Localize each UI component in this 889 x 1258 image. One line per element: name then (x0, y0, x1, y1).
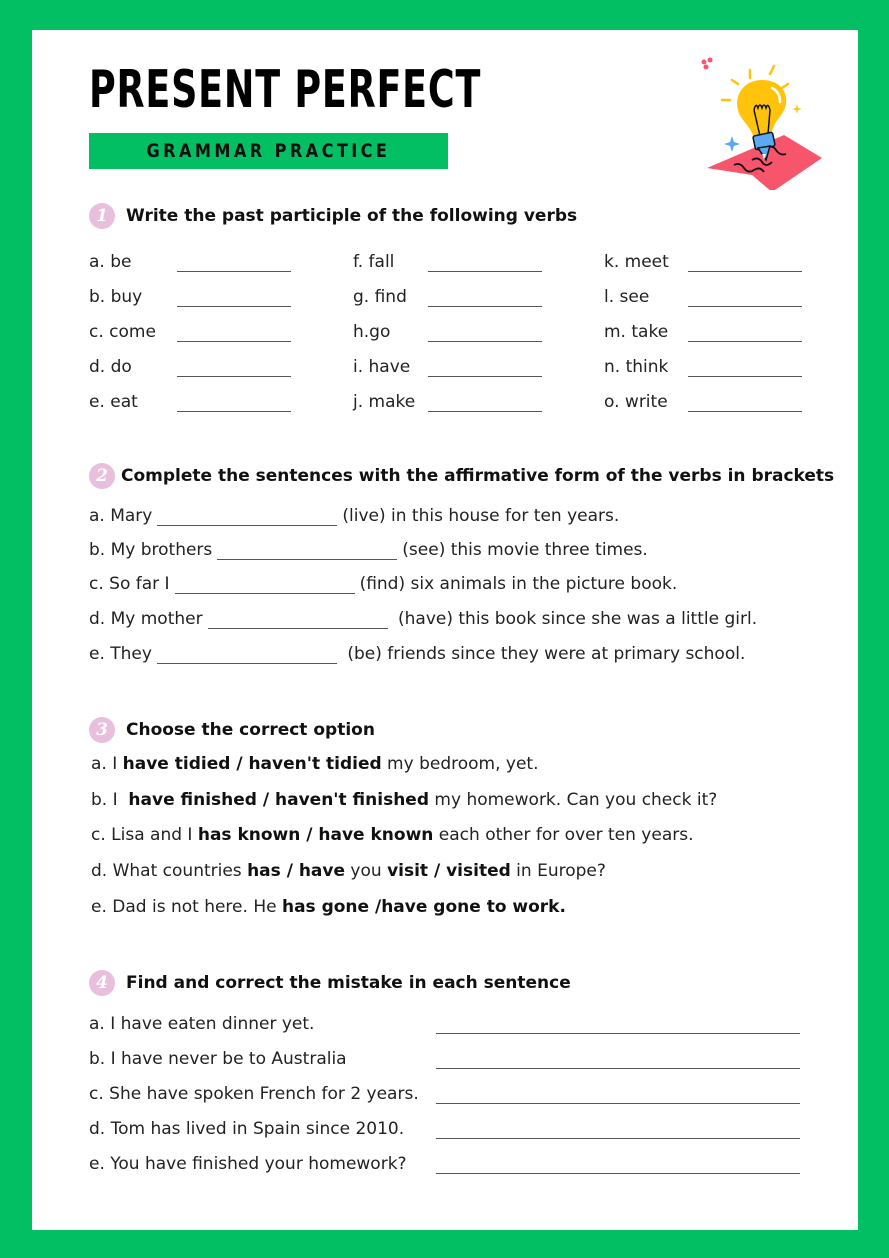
verb-column-2 (353, 248, 542, 412)
answer-blank[interactable] (175, 575, 355, 594)
sentence-item: c. So far I (find) six animals in the picture book. (89, 574, 678, 594)
verb-item: i. have (353, 353, 542, 377)
answer-blank[interactable] (688, 253, 802, 272)
answer-blank[interactable] (436, 1050, 800, 1069)
mistake-item: b. I have never be to Australia (89, 1045, 800, 1069)
section-3-heading (89, 717, 375, 743)
section-4-items (89, 1010, 800, 1174)
sentence-item: b. My brothers (see) this movie three times. (89, 540, 648, 560)
section-1-title: Write the past participle of the following verbs (126, 206, 578, 226)
verb-item: o. write (604, 388, 802, 412)
subtitle-banner (89, 133, 448, 169)
answer-blank[interactable] (177, 393, 291, 412)
answer-blank[interactable] (208, 610, 388, 629)
answer-blank[interactable] (688, 323, 802, 342)
answer-blank[interactable] (436, 1155, 800, 1174)
option-choice[interactable]: has / have (247, 861, 346, 881)
answer-blank[interactable] (436, 1085, 800, 1104)
subtitle-text: GRAMMAR PRACTICE (146, 140, 391, 162)
sparkle-dots-icon (702, 58, 713, 70)
answer-blank[interactable] (428, 288, 542, 307)
section-3-title: Choose the correct option (126, 720, 375, 740)
verb-item: m. take (604, 318, 802, 342)
mistake-item: a. I have eaten dinner yet. (89, 1010, 800, 1034)
verb-item: j. make (353, 388, 542, 412)
answer-blank[interactable] (688, 358, 802, 377)
answer-blank[interactable] (428, 323, 542, 342)
section-3-number-badge: 3 (89, 717, 115, 743)
answer-blank[interactable] (177, 253, 291, 272)
option-choice[interactable]: visit / visited (387, 861, 511, 881)
section-4-number-badge: 4 (89, 970, 115, 996)
verb-item: h.go (353, 318, 542, 342)
page-title: PRESENT PERFECT (89, 60, 482, 120)
sparkle-yellow-icon (792, 104, 802, 114)
choice-item: a. I have tidied / haven't tidied my bedroom, yet. (91, 754, 539, 774)
answer-blank[interactable] (436, 1015, 800, 1034)
section-2-title: Complete the sentences with the affirmative form of the verbs in brackets (121, 466, 835, 486)
section-4-title: Find and correct the mistake in each sentence (126, 973, 571, 993)
answer-blank[interactable] (177, 288, 291, 307)
answer-blank[interactable] (688, 393, 802, 412)
option-choice[interactable]: has gone /have gone to work. (281, 897, 566, 917)
section-4-heading (89, 970, 571, 996)
verb-item: l. see (604, 283, 802, 307)
section-2-heading (89, 463, 834, 489)
sparkle-blue-icon (724, 136, 740, 152)
section-3-items (91, 754, 717, 921)
verb-item: n. think (604, 353, 802, 377)
choice-item: c. Lisa and I has known / have known each other for over ten years. (91, 825, 694, 845)
sentence-item: e. They (be) friends since they were at primary school. (89, 644, 746, 664)
option-choice[interactable]: has known / have known (197, 825, 434, 845)
answer-blank[interactable] (157, 507, 337, 526)
sentence-item: d. My mother (have) this book since she was a little girl. (89, 609, 758, 629)
option-choice[interactable]: have finished / haven't finished (128, 790, 430, 810)
lightbulb-pen-icon (692, 50, 832, 190)
choice-item: e. Dad is not here. He has gone /have gone to work. (91, 897, 566, 917)
verb-item: e. eat (89, 388, 291, 412)
answer-blank[interactable] (217, 541, 397, 560)
section-2-number-badge: 2 (89, 463, 115, 489)
verb-column-3 (604, 248, 802, 412)
verb-item: f. fall (353, 248, 542, 272)
verb-item: d. do (89, 353, 291, 377)
section-1-number-badge: 1 (89, 203, 115, 229)
verb-item: b. buy (89, 283, 291, 307)
worksheet-page (32, 30, 858, 1230)
answer-blank[interactable] (177, 358, 291, 377)
answer-blank[interactable] (428, 393, 542, 412)
section-1-heading (89, 203, 577, 229)
choice-item: b. I have finished / haven't finished my homework. Can you check it? (91, 790, 718, 810)
verb-item: g. find (353, 283, 542, 307)
mistake-item: e. You have finished your homework? (89, 1150, 800, 1174)
mistake-item: d. Tom has lived in Spain since 2010. (89, 1115, 800, 1139)
answer-blank[interactable] (157, 645, 337, 664)
option-choice[interactable]: have tidied / haven't tidied (122, 754, 382, 774)
section-2-items (89, 502, 757, 664)
mistake-item: c. She have spoken French for 2 years. (89, 1080, 800, 1104)
verb-item: a. be (89, 248, 291, 272)
verb-column-1 (89, 248, 291, 412)
verb-item: k. meet (604, 248, 802, 272)
answer-blank[interactable] (428, 253, 542, 272)
answer-blank[interactable] (177, 323, 291, 342)
sentence-item: a. Mary (live) in this house for ten years. (89, 506, 620, 526)
answer-blank[interactable] (688, 288, 802, 307)
answer-blank[interactable] (436, 1120, 800, 1139)
answer-blank[interactable] (428, 358, 542, 377)
choice-item: d. What countries has / have you visit / visited in Europe? (91, 861, 606, 881)
verb-item: c. come (89, 318, 291, 342)
